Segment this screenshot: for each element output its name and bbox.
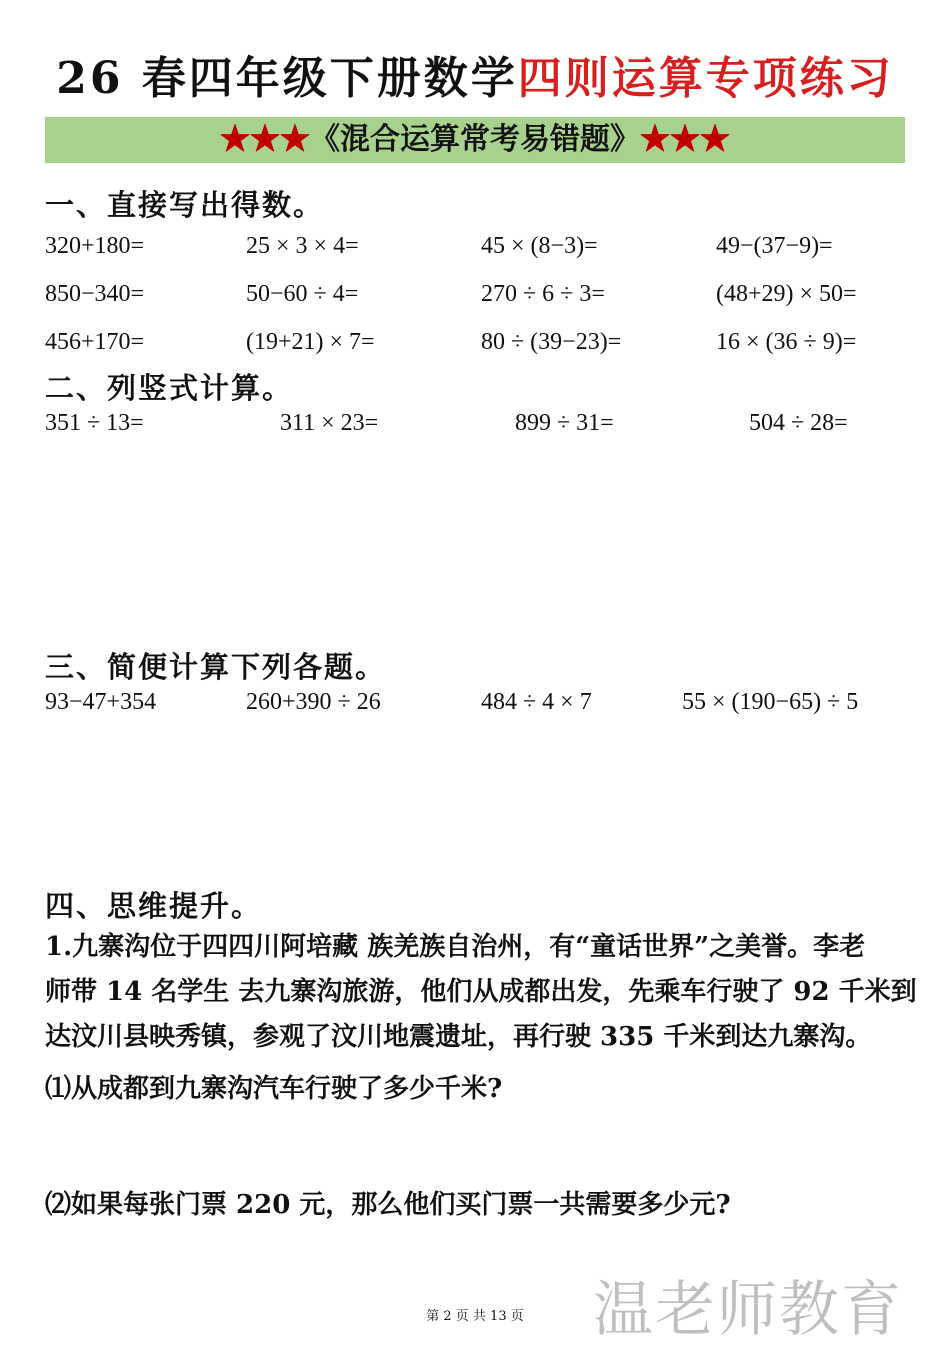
vertical-calc-3: 899 ÷ 31= (515, 410, 614, 436)
stars-right-icon: ★★★ (640, 122, 730, 157)
title-black-part: 26 春四年级下册数学 (56, 53, 518, 104)
problem-3-2: (19+21) × 7= (246, 329, 375, 355)
section3-heading: 三、简便计算下列各题。 (45, 650, 387, 684)
page-footer: 第 2 页 共 13 页 (426, 1309, 524, 1324)
page-title (0, 42, 950, 106)
subtitle-banner (45, 117, 905, 163)
problem-3-1: 456+170= (45, 329, 145, 355)
problem-3-3: 80 ÷ (39−23)= (481, 329, 622, 355)
question-2: ⑵如果每张门票 220 元，那么他们买门票一共需要多少元? (45, 1190, 731, 1220)
problem-3-4: 16 × (36 ÷ 9)= (716, 329, 857, 355)
vertical-calc-4: 504 ÷ 28= (749, 410, 848, 436)
question-1: ⑴从成都到九寨沟汽车行驶了多少千米? (45, 1074, 503, 1104)
word-problem-line-1: 1.九寨沟位于四四川阿培藏 族羌族自治州，有“童话世界”之美誉。李老 (45, 932, 866, 962)
problem-1-1: 320+180= (45, 233, 145, 259)
problem-1-4: 49−(37−9)= (716, 233, 833, 259)
word-problem-line-3: 达汶川县映秀镇，参观了汶川地震遗址，再行驶 335 千米到达九寨沟。 (45, 1022, 872, 1052)
vertical-calc-1: 351 ÷ 13= (45, 410, 144, 436)
problem-2-4: (48+29) × 50= (716, 281, 857, 307)
watermark: 温老师教育 (593, 1275, 903, 1345)
title-red-part: 四则运算专项练习 (517, 53, 894, 104)
problem-2-3: 270 ÷ 6 ÷ 3= (481, 281, 605, 307)
problem-2-1: 850−340= (45, 281, 145, 307)
simple-calc-4: 55 × (190−65) ÷ 5 (682, 689, 859, 715)
simple-calc-2: 260+390 ÷ 26 (246, 689, 381, 715)
banner-text: 《混合运算常考易错题》 (310, 122, 640, 157)
section4-heading: 四、思维提升。 (45, 889, 263, 923)
simple-calc-3: 484 ÷ 4 × 7 (481, 689, 592, 715)
vertical-calc-2: 311 × 23= (280, 410, 379, 436)
problem-1-2: 25 × 3 × 4= (246, 233, 359, 259)
section2-heading: 二、列竖式计算。 (45, 371, 294, 405)
problem-1-3: 45 × (8−3)= (481, 233, 598, 259)
word-problem-line-2: 师带 14 名学生 去九寨沟旅游，他们从成都出发，先乘车行驶了 92 千米到 (45, 977, 917, 1007)
section1-heading: 一、直接写出得数。 (45, 188, 325, 222)
problem-2-2: 50−60 ÷ 4= (246, 281, 359, 307)
simple-calc-1: 93−47+354 (45, 689, 157, 715)
stars-left-icon: ★★★ (220, 122, 310, 157)
